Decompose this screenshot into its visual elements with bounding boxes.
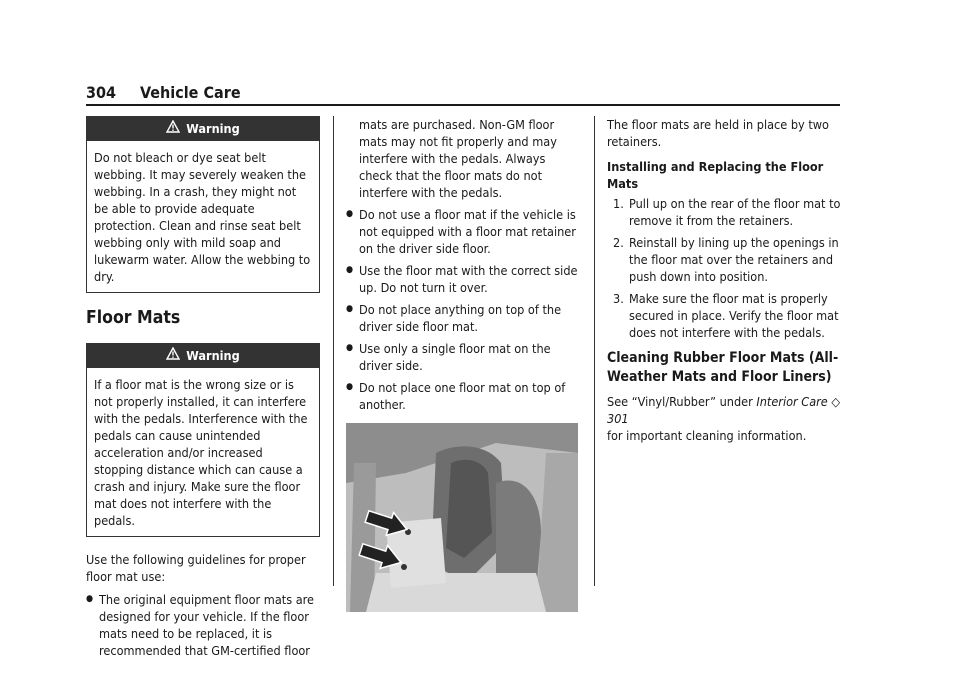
page-number: 304 [86,83,117,102]
page-ref-icon: ◇ [831,394,841,409]
list-item: 3. Make sure the floor mat is properly secured in place. Verify the floor mat does not interfere with the pedals. [613,291,839,340]
list-item: ● Do not place anything on top of the driver side floor mat. [346,301,578,335]
list-item-continued: mats are purchased. Non-GM floor mats may not fit properly and may interfere with the pedals. Always check that the floor mats do not interfere with the pedals. [359,117,557,200]
column-divider [333,116,334,586]
warning-text: Do not bleach or dye seat belt webbing. It may severely weaken the webbing. In a crash, they might not be able to provide adequate protection. Clean and rinse seat belt webbing only with mild soap and lukewarm water. Allow the webbing to dry. [94,150,311,284]
warning-title-bar [87,344,319,368]
retainers-text: The floor mats are held in place by two retainers. [607,117,829,149]
warning-title-bar [87,117,319,141]
warning-triangle-icon [166,345,180,369]
column-1 [86,116,320,664]
column-divider [594,116,595,586]
warning-title: Warning [186,121,240,136]
list-item: ● Use only a single floor mat on the driver side. [346,340,578,374]
column-3 [607,116,841,450]
warning-title: Warning [186,348,240,363]
warning-triangle-icon [166,118,180,142]
floor-mat-warning-box [86,343,320,537]
cleaning-heading: Cleaning Rubber Floor Mats (All-Weather Mats and Floor Liners) [607,350,839,385]
warning-text: If a floor mat is the wrong size or is not properly installed, it can interfere with the pedals. Interference with the pedals can cause unintended acceleration and/or increased stopping distance which can cause a crash and injury. Make sure the floor mat does not interfere with the pedals. [94,377,308,528]
pointer-arrow-icon [358,542,404,570]
page-ref-number[interactable]: 301 [607,411,629,426]
section-title: Vehicle Care [140,83,241,102]
seatbelt-warning-box [86,116,320,293]
install-subheading: Installing and Replacing the Floor Mats [607,159,824,191]
list-item: 2. Reinstall by lining up the openings in the floor mat over the retainers and push down into position. [613,235,839,284]
list-item: ● The original equipment floor mats are designed for your vehicle. If the floor mats need to be replaced, it is recommended that GM-certified floor [86,591,320,659]
list-item: ● Do not place one floor mat on top of another. [346,379,578,413]
header-rule [86,104,840,106]
list-item: ● Use the floor mat with the correct side up. Do not turn it over. [346,262,578,296]
list-item: ● Do not use a floor mat if the vehicle is not equipped with a floor mat retainer on the driver side floor. [346,206,578,257]
guidelines-intro: Use the following guidelines for proper floor mat use: [86,552,306,584]
pointer-arrow-icon [364,509,410,537]
floor-mat-retainer-photo [346,423,578,612]
column-2 [346,116,578,612]
interior-care-link[interactable]: Interior Care [756,394,828,409]
cleaning-text: See “Vinyl/Rubber” under Interior Care ◇ 301 for important cleaning information. [607,394,841,443]
floor-mats-heading: Floor Mats [86,308,181,328]
list-item: 1. Pull up on the rear of the floor mat to remove it from the retainers. [613,196,841,228]
